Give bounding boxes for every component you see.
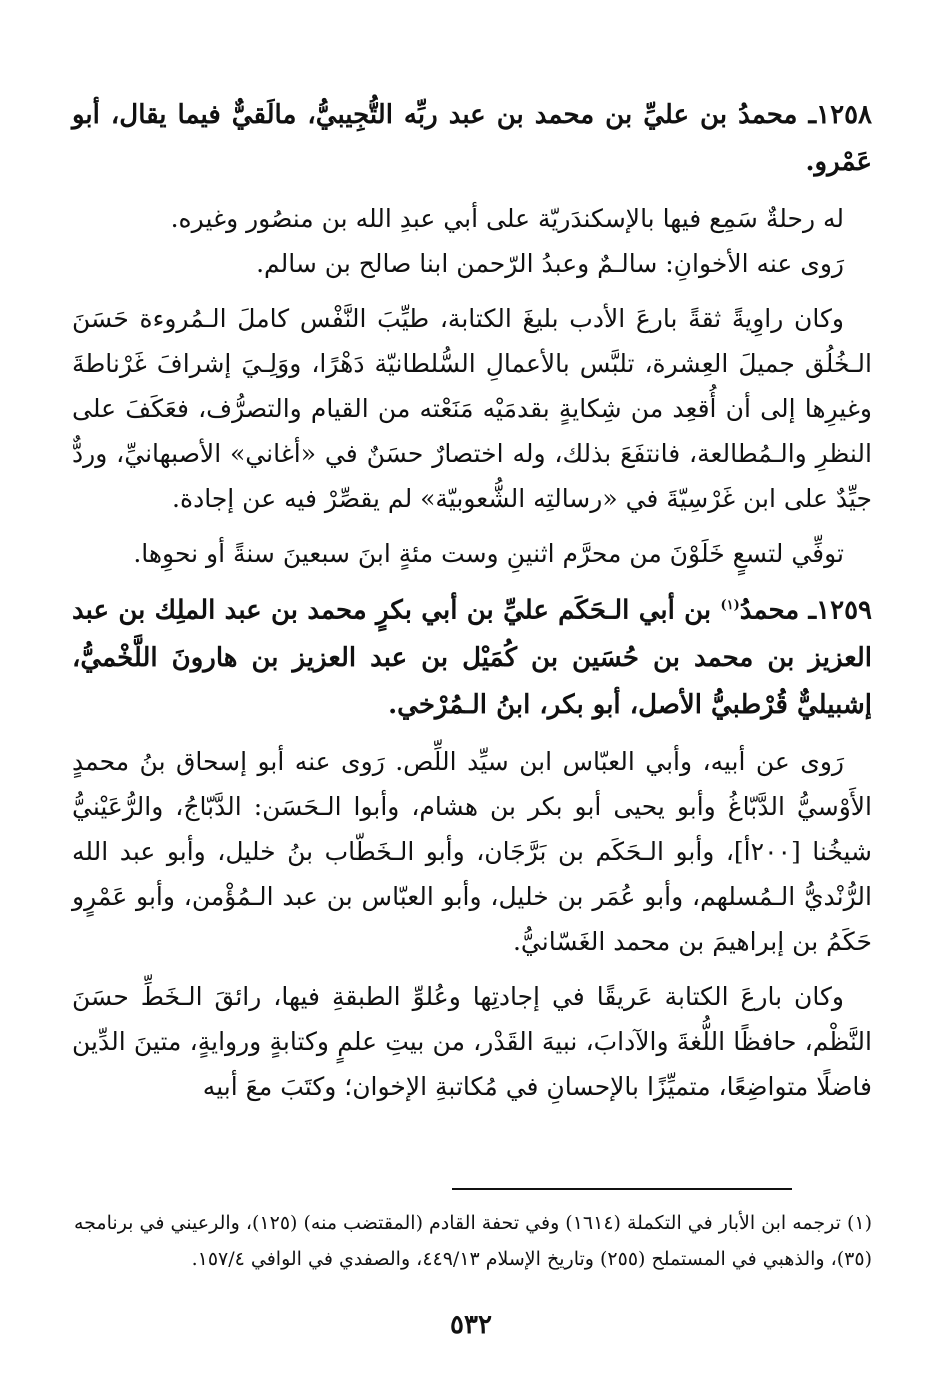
paragraph: وكان راوِيةً ثقةً بارعَ الأدب بليغَ الكتابة، طيِّبَ النَّفْس كاملَ الـمُروءة حَسَنَ الـخُلُق جميلَ العِشرة، تلبَّس بالأعمالِ السُّلطانيّة دَهْرًا، ووَلِـيَ إشرافَ غَرْناطةَ وغيرِها إلى أن أُقعِد من شِكايةٍ بقدمَيْه مَنَعْته من القيام والتصرُّف، فعَكَفَ على النظرِ والـمُطالعة، فانتفَعَ بذلك، وله اختصارٌ حسَنٌ في «أغاني» الأصبهانيِّ، وردٌّ جيِّدٌ على ابن غَرْسِيّةَ في «رسالتِه الشُّعوبيّة» لم يقصِّرْ فيه عن إجادة. — [72, 304, 872, 513]
paragraph: رَوى عن أبيه، وأبي العبّاس ابن سيِّد اللِّص. رَوى عنه أبو إسحاق بنُ محمدٍ الأَوْسيُّ الدَّبّاغُ وأبو يحيى أبو بكر بن هشام، وأبوا الـحَسَن: الدَّبّاجُ، والرُّعَيْنيُّ شيخُنا [٢٠٠أ]، وأبو الـحَكَم بن بَرَّجَان، وأبو الـخَطّاب بنُ خليل، وأبو عبد الله الرُّنْديُّ الـمُسلهم، وأبو عُمَر بن خليل، وأبو العبّاس بن عبد الـمُؤْمن، وأبو عَمْرٍو حَكَمُ بن إبراهيمَ بن محمد الغَسّانيُّ. — [72, 746, 872, 956]
entry-number: ١٢٥٩ـ — [808, 595, 872, 626]
entry-heading-text: بن أبي الـحَكَم عليِّ بن أبي بكرٍ محمد بن عبد الملِك بن عبد العزيز بن محمد بن حُسَين بن كُمَيْل بن عبد العزيز بن هارونَ اللَّخْميُّ، إشبيليٌّ قُرْطبيُّ الأصل، أبو بكر، ابنُ الـمُرْخي. — [72, 595, 872, 720]
footnote-separator — [452, 1188, 792, 1190]
entry-number: ١٢٥٨ـ — [808, 100, 872, 130]
entry-heading-name: محمدُ — [739, 595, 800, 626]
main-text — [72, 92, 872, 1109]
footnote-marker[interactable]: (١) — [720, 598, 740, 613]
paragraph: توفِّي لتسعٍ خَلَوْنَ من محرَّم اثنينِ وست مئةٍ ابنَ سبعينَ سنةً أو نحوِها. — [133, 539, 844, 568]
entry-heading-text: محمدُ بن عليِّ بن محمد بن عبد ربِّه التُّجِيبيُّ، مالَقيٌّ فيما يقال، أبو عَمْرو. — [72, 100, 872, 177]
paragraph: له رحلةٌ سَمِع فيها بالإسكندَريّة على أبي عبدِ الله بن منصُور وغيره. — [170, 204, 844, 233]
entry-heading-1258 — [72, 92, 872, 186]
footnote-line: (٣٥)، والذهبي في المستملح (٢٥٥) وتاريخ الإسلام ٤٤٩/١٣، والصفدي في الوافي ١٥٧/٤. — [191, 1248, 872, 1270]
footnote — [72, 1205, 872, 1277]
paragraph: وكان بارعَ الكتابة عَريقًا في إجادتِها وعُلوِّ الطبقةِ فيها، رائقَ الـخَطِّ حسَنَ النَّظْم، حافظًا اللُّغةَ والآدابَ، نبيهَ القَدْر، من بيتِ علمٍ وكتابةٍ وروايةٍ، متينَ الدِّين فاضلًا متواضِعًا، متميِّزًا بالإحسانِ في مُكاتبةِ الإخوان؛ وكتَبَ معَ أبيه — [72, 981, 872, 1101]
paragraph: رَوى عنه الأخوانِ: سالـمٌ وعبدُ الرّحمن ابنا صالح بن سالم. — [256, 249, 844, 278]
entry-heading-1259 — [72, 582, 872, 729]
page-number: ٥٣٢ — [450, 1310, 492, 1340]
footnote-line: (١) ترجمه ابن الأبار في التكملة (١٦١٤) وفي تحفة القادم (المقتضب منه) (١٢٥)، والرعيني في برنامجه — [73, 1212, 872, 1234]
